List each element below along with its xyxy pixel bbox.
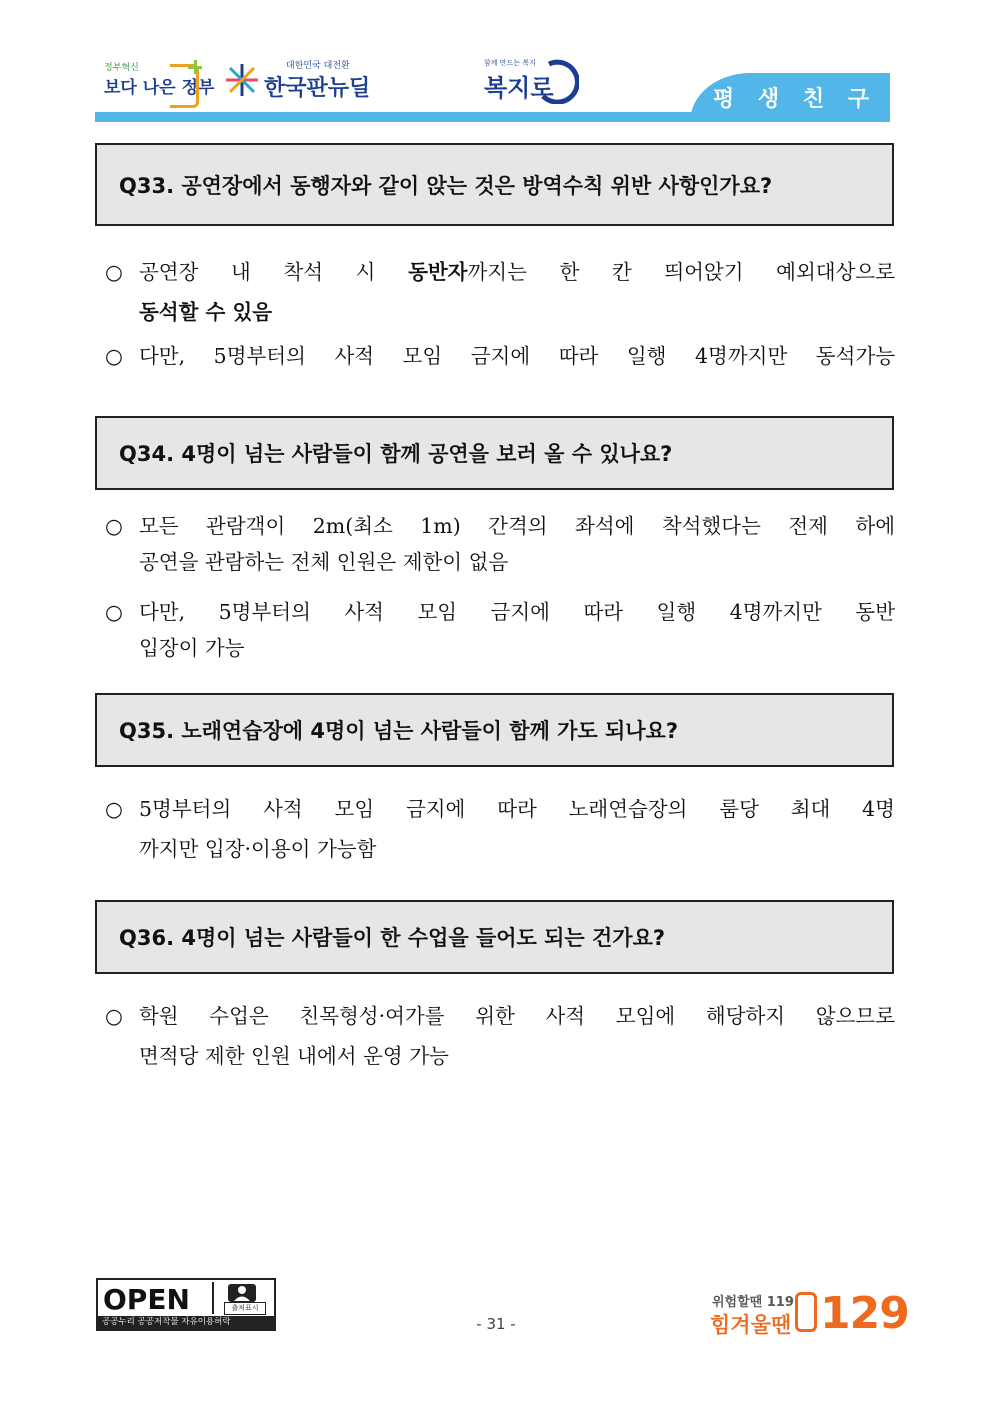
header-rule: [95, 112, 890, 122]
answer-block-q34: [105, 508, 895, 666]
attribution-badge-text: 출처표시: [224, 1302, 266, 1315]
answer-line: 모든 관람객이 2m(최소 1m) 간격의 좌석에 착석했다는 전제 하에: [139, 514, 895, 538]
answer-line: 면적당 제한 인원 내에서 운영 가능: [139, 1044, 449, 1068]
newdeal-main-text: 한국판뉴딜: [264, 76, 371, 101]
page-number: - 31 -: [476, 1315, 516, 1333]
bullet-circle-icon: ○: [105, 797, 123, 821]
bokjiro-swoosh-icon: [535, 58, 579, 104]
answer-item: [105, 336, 895, 376]
bokji-main-text: 복지로: [484, 74, 554, 102]
answer-line: 학원 수업은 친목형성·여가를 위한 사적 모임에 해당하지 않으므로: [139, 1004, 895, 1028]
answer-item: [105, 789, 895, 829]
answer-item: [105, 508, 895, 544]
answer-line: [139, 252, 895, 292]
answer-text: 공연장 내 착석 시: [139, 260, 409, 284]
answer-text: 까지는 한 칸 띄어앉기 예외대상으로: [467, 260, 895, 284]
answer-item: [105, 252, 895, 292]
header-tab-label: 평 생 친 구: [713, 87, 877, 112]
answer-block-q35: [105, 789, 895, 869]
question-text: Q33. 공연장에서 동행자와 같이 앉는 것은 방역수칙 위반 사항인가요?: [119, 173, 773, 198]
bullet-circle-icon: ○: [105, 600, 123, 624]
phone-icon: [795, 1292, 817, 1332]
question-box-q34: [95, 416, 894, 490]
answer-line: 다만, 5명부터의 사적 모임 금지에 따라 일행 4명까지만 동반: [139, 600, 895, 624]
answer-line: 까지만 입장·이용이 가능함: [139, 837, 377, 861]
answer-block-q36: [105, 996, 895, 1076]
question-box-q35: [95, 693, 894, 767]
question-text: Q35. 노래연습장에 4명이 넘는 사람들이 함께 가도 되나요?: [119, 719, 679, 743]
answer-bold-line: 동석할 수 있음: [139, 300, 273, 324]
answer-line: 입장이 가능: [139, 636, 245, 660]
answer-line: 공연을 관람하는 전체 인원은 제한이 없음: [139, 550, 509, 574]
kogl-open-word: OPEN: [103, 1283, 190, 1316]
answer-item: [105, 594, 895, 630]
newdeal-small-text: 대한민국 대전환: [286, 61, 350, 71]
answer-line: 다만, 5명부터의 사적 모임 금지에 따라 일행 4명까지만 동석가능: [139, 344, 895, 368]
gov-plus-icon-vertical: [194, 60, 197, 74]
hotline-slogan-text: 힘겨울땐: [710, 1313, 792, 1337]
question-box-q36: [95, 900, 894, 974]
bokji-small-text: 함께 만드는 복지: [484, 59, 536, 67]
question-text: Q34. 4명이 넘는 사람들이 함께 공연을 보러 올 수 있나요?: [119, 442, 673, 466]
hotline-129-number: 129: [820, 1288, 909, 1339]
newdeal-logo: [264, 58, 370, 102]
answer-line: 5명부터의 사적 모임 금지에 따라 노래연습장의 룸당 최대 4명: [139, 797, 895, 821]
bullet-circle-icon: ○: [105, 260, 123, 284]
gov-logo-small-text: 정부혁신: [104, 63, 139, 73]
kogl-attribution-icon: [212, 1282, 270, 1314]
answer-item: [105, 996, 895, 1036]
bullet-circle-icon: ○: [105, 1004, 123, 1028]
question-text: Q36. 4명이 넘는 사람들이 한 수업을 들어도 되는 건가요?: [119, 926, 666, 950]
answer-bold-text: 동반자: [408, 260, 468, 284]
gov-logo-main-text: 보다 나은 정부: [104, 78, 215, 98]
hotline-119-text: 위험할땐 119: [712, 1295, 794, 1310]
bullet-circle-icon: ○: [105, 514, 123, 538]
kogl-bar: 공공누리 공공저작물 자유이용허락: [98, 1316, 274, 1329]
answer-block-q33: [105, 252, 895, 376]
question-box-q33: [95, 143, 894, 226]
bullet-circle-icon: ○: [105, 344, 123, 368]
newdeal-star-icon: [224, 62, 260, 98]
